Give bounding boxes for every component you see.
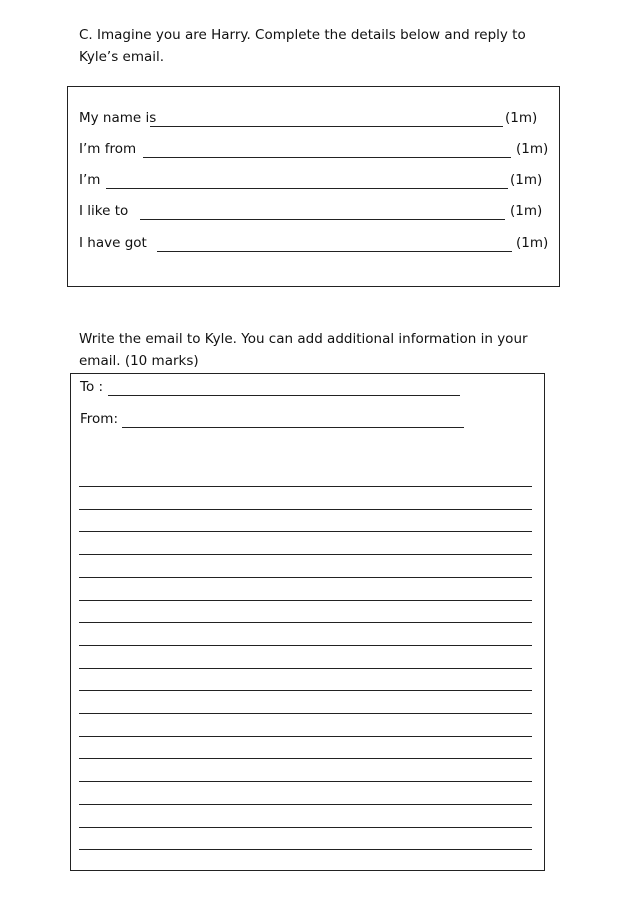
from-address-blank[interactable] xyxy=(122,427,464,428)
writing-line[interactable] xyxy=(79,849,532,850)
writing-line[interactable] xyxy=(79,736,532,737)
instruction-line-1: C. Imagine you are Harry. Complete the details below and reply to xyxy=(79,27,526,43)
have-blank[interactable] xyxy=(157,251,512,252)
to-blank[interactable] xyxy=(108,395,460,396)
writing-line[interactable] xyxy=(79,554,532,555)
detail-mark-im: (1m) xyxy=(510,172,543,188)
instruction-line-2: Kyle’s email. xyxy=(79,49,165,65)
detail-mark-like: (1m) xyxy=(510,203,543,219)
writing-line[interactable] xyxy=(79,622,532,623)
writing-line[interactable] xyxy=(79,781,532,782)
like-blank[interactable] xyxy=(140,219,505,220)
writing-line[interactable] xyxy=(79,577,532,578)
writing-line[interactable] xyxy=(79,600,532,601)
detail-label-have: I have got xyxy=(79,235,147,251)
writing-line[interactable] xyxy=(79,827,532,828)
detail-mark-name: (1m) xyxy=(505,110,538,126)
to-label: To : xyxy=(80,379,104,395)
detail-mark-have: (1m) xyxy=(516,235,549,251)
writing-line[interactable] xyxy=(79,531,532,532)
writing-line[interactable] xyxy=(79,804,532,805)
name-blank[interactable] xyxy=(150,126,503,127)
from-label: From: xyxy=(80,411,118,427)
detail-label-from: I’m from xyxy=(79,141,137,157)
detail-label-like: I like to xyxy=(79,203,129,219)
email-instruction-line-2: email. (10 marks) xyxy=(79,353,199,369)
im-blank[interactable] xyxy=(106,188,508,189)
writing-line[interactable] xyxy=(79,645,532,646)
writing-line[interactable] xyxy=(79,758,532,759)
writing-line[interactable] xyxy=(79,486,532,487)
writing-line[interactable] xyxy=(79,690,532,691)
email-instruction-line-1: Write the email to Kyle. You can add additional information in your xyxy=(79,331,528,347)
detail-mark-from: (1m) xyxy=(516,141,549,157)
from-blank[interactable] xyxy=(143,157,511,158)
writing-line[interactable] xyxy=(79,713,532,714)
writing-line[interactable] xyxy=(79,509,532,510)
writing-line[interactable] xyxy=(79,668,532,669)
detail-label-im: I’m xyxy=(79,172,101,188)
detail-label-name: My name is xyxy=(79,110,157,126)
